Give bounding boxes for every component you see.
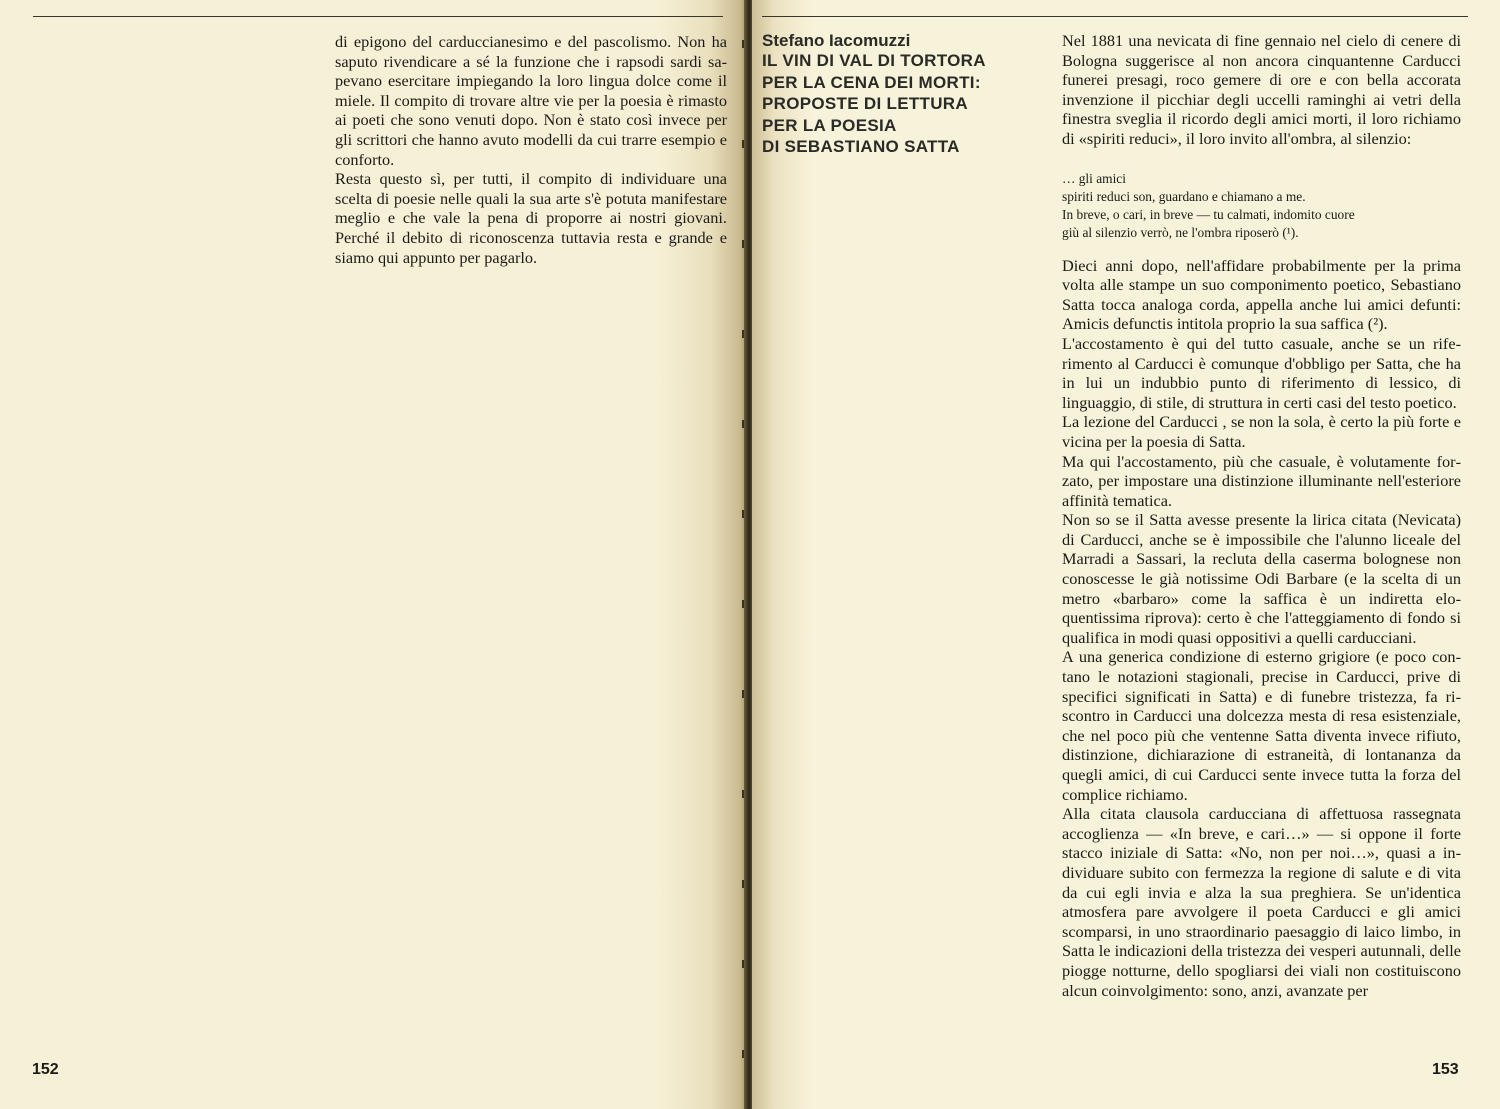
left-body-text [335,32,727,267]
paragraph: Dieci anni dopo, nell'affidare probabilmente per la prima volta alle stampe un suo componimento poetico, Sebastiano Satta tocca analoga corda, appella anche lui amici defunti: Amicis defunctis intitola proprio la sua saffica (²). [1062,255,1461,334]
paragraph: A una generica condizione di esterno grigiore (e poco contano le notazioni stagionali, precise in Carducci, prive di specifici significati in Satta) e di funebre tristezza, fa riscontro in Carducci una dolcezza mesta di resa esistenziale, che nel poco più che ventenne Satta diventa invece rifiuto, distinzione, dichiarazione di estraneità, di lontananza da quegli amici, di cui Carducci sente invece tutta la forza del complice richiamo. [1062,647,1461,804]
right-page [752,0,1500,1109]
header-rule [762,16,1468,17]
title-line: PER LA POESIA [762,115,897,135]
author-name: Stefano Iacomuzzi [762,31,911,50]
quote-line: … gli amici [1062,170,1126,186]
title-line: PROPOSTE DI LETTURA [762,94,968,113]
paragraph: Alla citata clausola carducciana di affettuosa rassegnata accoglienza — «In breve, e cari…» — si oppone il forte stacco iniziale di Satta: «No, non per noi…», quasi a individuare subito con fermezza la regione di salute e di vita da cui egli invia e alza la sua preghiera. Se un'identica atmosfera pare avvolgere il poeta Carducci e gli amici scomparsi, in uno straordinario paesaggio di laico limbo, in Satta le indicazioni della tristezza dei vesperi autunnali, delle piogge notturne, dello spogliarsi dei viali non costituiscono alcun coinvolgimento: sono, anzi, avanzate per [1062,804,1461,1000]
title-line: IL VIN DI VAL DI TORTORA [762,51,986,70]
page-number: 152 [32,1061,59,1078]
paragraph: L'accostamento è qui del tutto casuale, anche se un riferimento al Carducci è comunque d'obbligo per Satta, che ha in lui un indubbio punto di riferimento di lessico, di linguaggio, di stile, di struttura in certi casi del testo poetico. [1062,333,1461,412]
header-rule [33,16,723,17]
binding-stitch-marks [741,0,747,1109]
paragraph: Ma qui l'accostamento, più che casuale, è volutamente forzato, per impostare una distinzione illuminante nell'esteriore affinità tematica. [1062,451,1461,510]
left-page [0,0,748,1109]
quote-line: giù al silenzio verrò, ne l'ombra riposerò (¹). [1062,224,1299,240]
quote-line: In breve, o cari, in breve — tu calmati, indomito cuore [1062,206,1355,222]
quote-line: spiriti reduci son, guardano e chiamano a me. [1062,188,1306,204]
page-number: 153 [1432,1061,1459,1078]
paragraph: La lezione del Carducci , se non la sola, è certo la più forte e vicina per la poesia di Satta. [1062,412,1461,451]
block-quote [1062,170,1461,242]
title-line: DI SEBASTIANO SATTA [762,137,960,156]
article-heading [762,31,1042,158]
intro-paragraph: Nel 1881 una nevicata di fine gennaio nel cielo di cenere di Bologna suggerisce al non ancora cinquantenne Carducci funerei presagi, roco gemere di ore e con bella accorata invenzione il picchiar degli uccelli raminghi ai vetri della finestra sveglia il ricordo degli amici morti, il loro richiamo di «spiriti reduci», il loro invito all'ombra, al silenzio: [1062,31,1461,148]
paragraph: Resta questo sì, per tutti, il compito di individuare una scelta di poesie nelle quali la sua arte s'è potuta manifestare meglio e che vale la pena di proporre ai nostri giovani. Perché il debito di riconoscenza tuttavia resta e grande e siamo qui appunto per pagarlo. [335,169,727,267]
paragraph: di epigono del carduccianesimo e del pascolismo. Non ha saputo rivendicare a sé la funzione che i rapsodi sardi sapevano esercitare impiegando la loro lingua dolce come il miele. Il compito di trovare altre vie per la poesia è rimasto ai poeti che sono venuti dopo. Non è stato così invece per gli scrittori che hanno avuto modelli da cui trarre esempio e conforto. [335,32,727,169]
title-line: PER LA CENA DEI MORTI: [762,72,981,92]
paragraph: Non so se il Satta avesse presente la lirica citata (Nevicata) di Carducci, anche se è impossibile che l'alunno liceale del Marradi a Sassari, la recluta della caserma bolognese non conoscesse le già notissime Odi Barbare (e la scelta di un metro «barbaro» come la saffica è un indiretta eloquentissima riprova): certo è che l'atteggiamento di fondo si qualifica in modi quasi oppositivi a quelli carducciani. [1062,510,1461,647]
right-body-text [1062,31,1461,1000]
